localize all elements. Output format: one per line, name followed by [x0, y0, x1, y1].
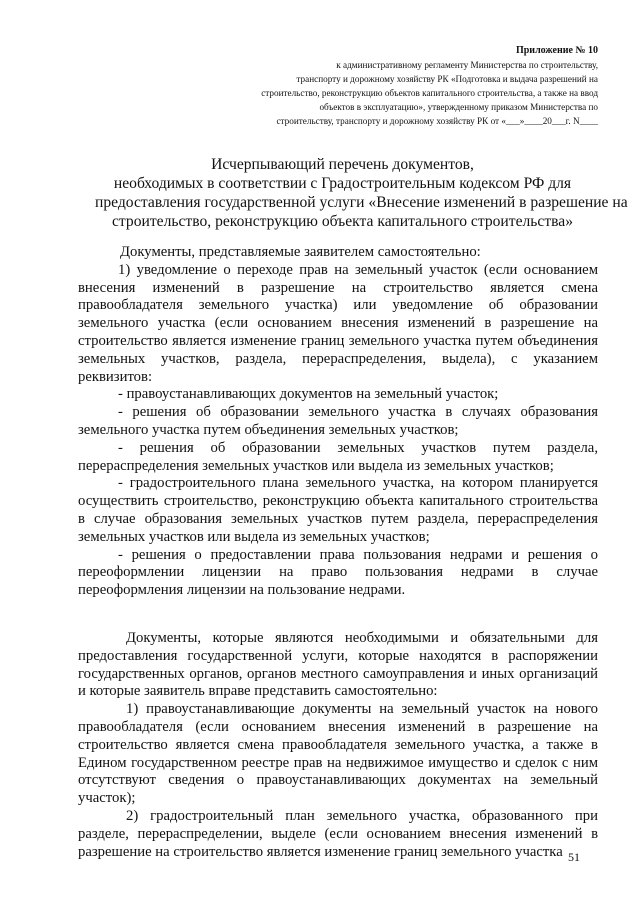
- appendix-title: Приложение № 10: [515, 45, 598, 56]
- appendix-line: строительство, реконструкцию объектов капитального строительства, а также на ввод: [261, 88, 598, 98]
- section1-bullet: - решения об образовании земельных участков путем раздела, перераспределения земельных участков или выдела из земельных участков;: [78, 439, 598, 474]
- section2-item: 2) градостроительный план земельного участка, образованного при разделе, перераспределении, выделе (если основанием внесения изменений в разрешение на строительство является изменение границ земельного участка: [78, 807, 598, 860]
- section1-bullet: - решения о предоставлении права пользования недрами и решения о переоформлении лицензии на право пользования недрами в случае переоформления лицензии на пользование недрами.: [78, 546, 598, 599]
- page-number: 51: [568, 850, 580, 864]
- section2-item: 1) правоустанавливающие документы на земельный участок на нового правообладателя (если основанием внесения изменений в разрешение на строительство является смена правообладателя земельного участка, а также в Едином государственном реестре прав на недвижимое имущество и сделок с ним отсутствуют сведения о правоустанавливающих документах на земельный участок);: [78, 701, 598, 807]
- document-body: [78, 244, 598, 861]
- appendix-block: [190, 44, 598, 128]
- section1-bullet: - решения об образовании земельного участка в случаях образования земельного участка путем объединения земельных участков;: [78, 404, 598, 438]
- section1-bullet: - градостроительного плана земельного участка, на котором планируется осуществить строительство, реконструкцию объекта капитального строительства в случае образования земельных участков путем раздела, перераспределения земельных участков или выдела из земельных участков;: [78, 475, 598, 545]
- title-line: строительство, реконструкцию объекта капитального строительства»: [111, 213, 574, 230]
- appendix-line: объектов в эксплуатацию», утвержденному приказом Министерства по: [319, 102, 598, 112]
- section1-bullet: - правоустанавливающих документов на земельный участок;: [118, 386, 499, 403]
- appendix-line: к административному регламенту Министерства по строительству,: [336, 60, 598, 70]
- title-line: предоставления государственной услуги «Внесение изменений в разрешение на: [95, 194, 628, 211]
- appendix-line: строительству, транспорту и дорожному хозяйству РК от «___»____20___г. N____: [276, 116, 598, 126]
- section1-heading: Документы, представляемые заявителем самостоятельно:: [120, 244, 481, 260]
- section1-item: 1) уведомление о переходе прав на земельный участок (если основанием внесения изменений в разрешение на строительство является смена правообладателя земельного участка) или уведомление об образовании земельного участка (если основанием внесения изменений в разрешение на строительство является изменение границ земельного участка путем объединения земельных участков, раздела, перераспределения, выдела), с указанием реквизитов:: [78, 261, 598, 385]
- appendix-line: транспорту и дорожному хозяйству РК «Подготовка и выдача разрешений на: [296, 74, 598, 84]
- title-line: Исчерпывающий перечень документов,: [211, 156, 474, 173]
- section2-heading: Документы, которые являются необходимыми и обязательными для предоставления государственной услуги, которые находятся в распоряжении государственных органов, органов местного самоуправления и иных организаций и которые заявитель вправе представить самостоятельно:: [78, 629, 598, 700]
- document-title: [95, 155, 628, 231]
- title-line: необходимых в соответствии с Градостроительным кодексом РФ для: [113, 175, 572, 192]
- section-gap: [78, 600, 598, 630]
